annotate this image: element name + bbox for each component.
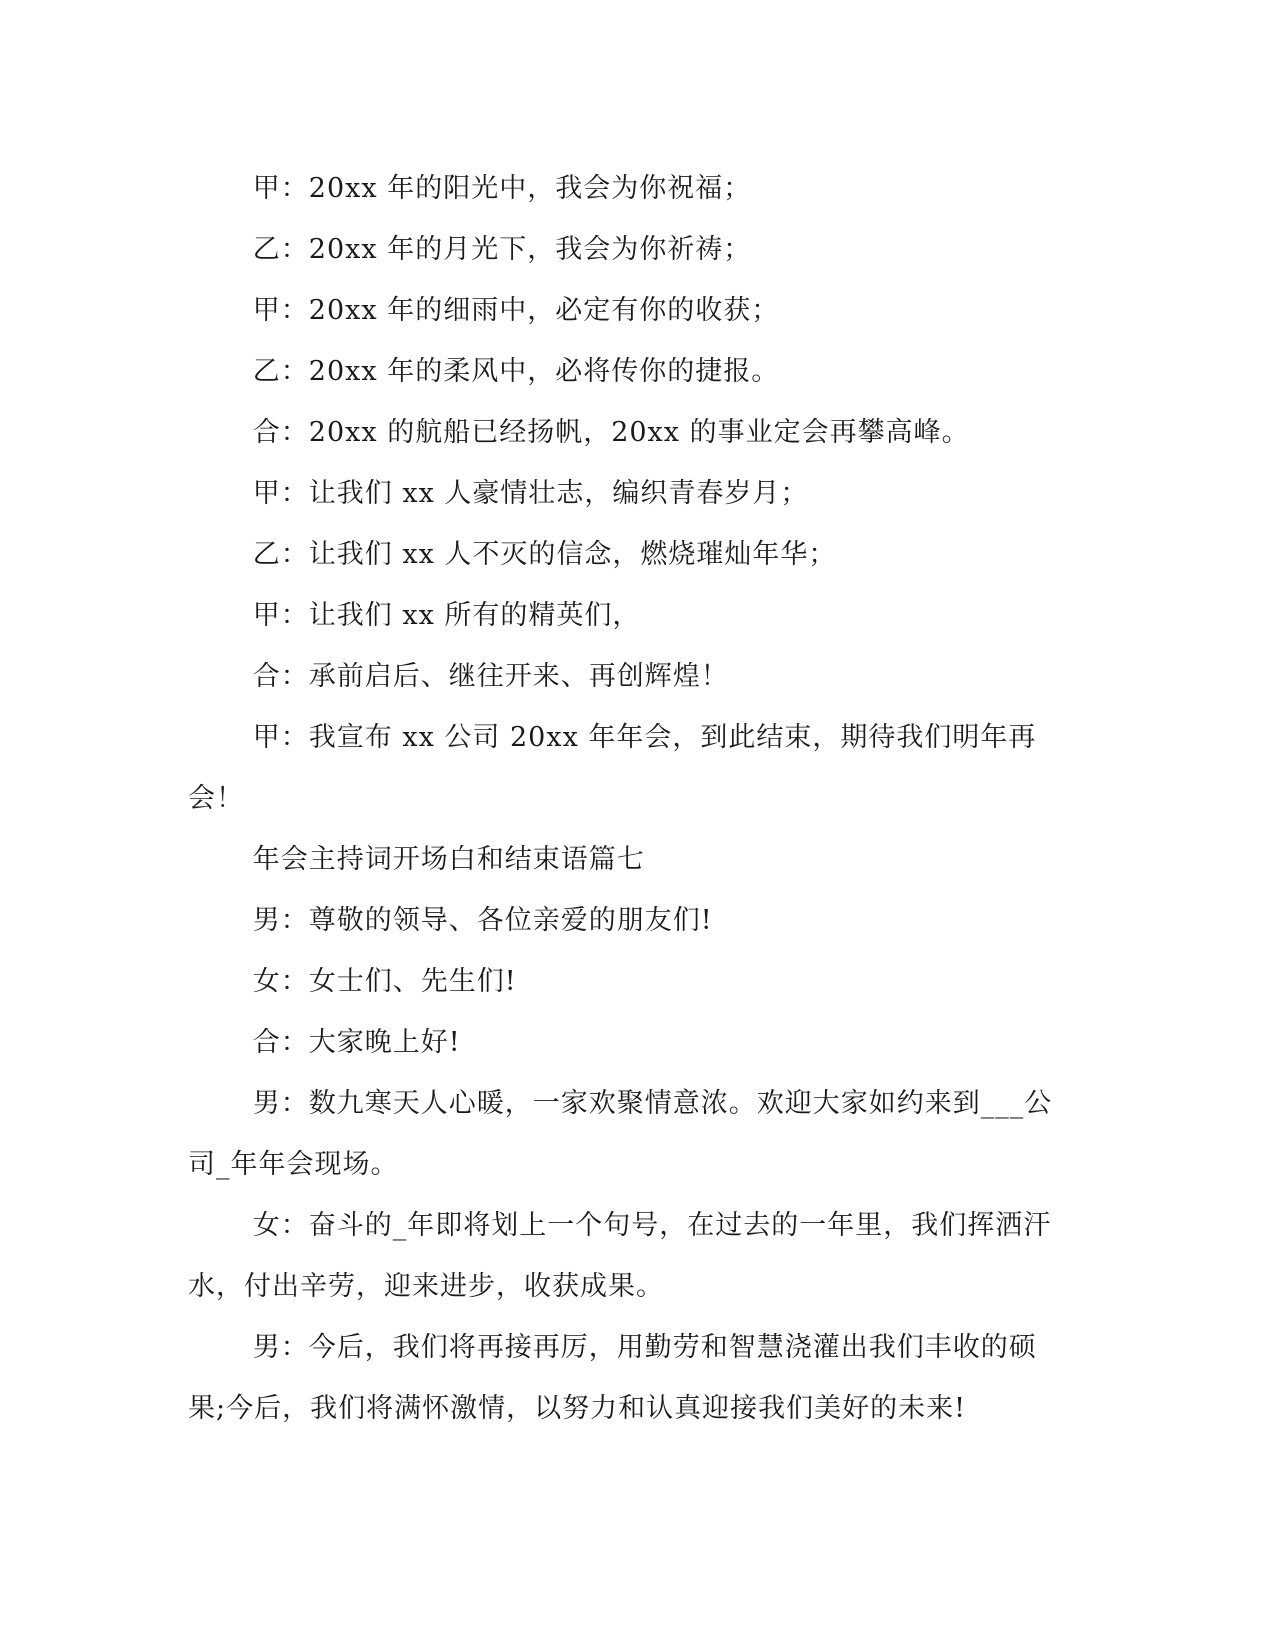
paragraph: 甲：20xx 年的阳光中，我会为你祝福； — [252, 173, 752, 204]
paragraph: 甲：20xx 年的细雨中，必定有你的收获； — [252, 295, 780, 326]
paragraph: 合：大家晚上好! — [252, 1027, 461, 1058]
paragraph: 合：承前启后、继往开来、再创辉煌！ — [252, 661, 729, 692]
paragraph: 男：数九寒天人心暖，一家欢聚情意浓。欢迎大家如约来到___公司_年年会现场。 — [188, 1088, 1053, 1180]
paragraph: 甲：我宣布 xx 公司 20xx 年年会，到此结束，期待我们明年再会！ — [188, 722, 1037, 814]
paragraph: 女：奋斗的_年即将划上一个句号，在过去的一年里，我们挥洒汗水，付出辛劳，迎来进步，收获成果。 — [188, 1210, 1052, 1302]
paragraph: 女：女士们、先生们! — [252, 966, 517, 997]
paragraph: 乙：20xx 年的月光下，我会为你祈祷； — [252, 234, 752, 265]
paragraph: 甲：让我们 xx 所有的精英们， — [252, 600, 641, 631]
paragraph: 甲：让我们 xx 人豪情壮志，编织青春岁月； — [252, 478, 809, 509]
section-heading: 年会主持词开场白和结束语篇七 — [252, 844, 645, 875]
paragraph: 乙：让我们 xx 人不灭的信念，燃烧璀灿年华； — [252, 539, 837, 570]
paragraph: 乙：20xx 年的柔风中，必将传你的捷报。 — [252, 356, 780, 387]
document-body — [188, 158, 1068, 1439]
paragraph: 男：尊敬的领导、各位亲爱的朋友们! — [252, 905, 713, 936]
paragraph: 男：今后，我们将再接再厉，用勤劳和智慧浇灌出我们丰收的硕果;今后，我们将满怀激情，以努力和认真迎接我们美好的未来! — [188, 1332, 1037, 1424]
paragraph: 合：20xx 的航船已经扬帆，20xx 的事业定会再攀高峰。 — [252, 417, 970, 448]
